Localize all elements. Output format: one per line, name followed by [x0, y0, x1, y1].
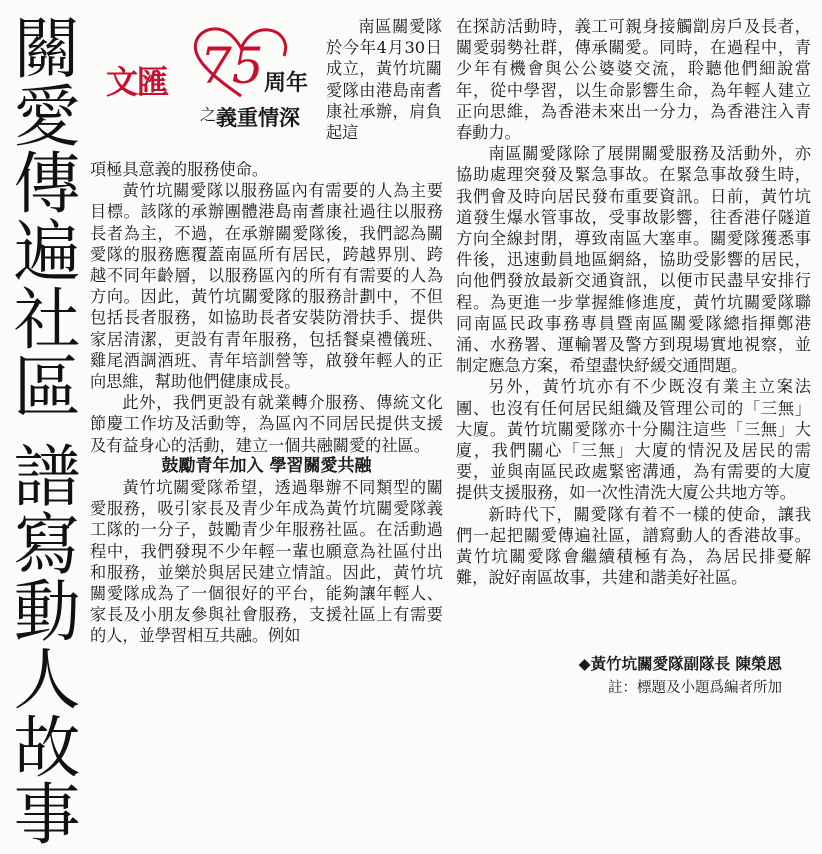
paragraph: 此外，我們更設有就業轉介服務、傳統文化節慶工作坊及活動等，為區內不同居民提供支援及有益身心的活動，建立一個共融關愛的社區。	[90, 393, 443, 455]
right-column	[456, 16, 811, 588]
editor-note: 註：標題及小題爲編者所加	[608, 680, 782, 696]
headline-char: 愛	[13, 77, 81, 156]
headline-char: 關	[13, 10, 81, 88]
intro-block	[326, 16, 442, 143]
paragraph: 另外，黃竹坑亦有不少既沒有業主立案法團、也沒有任何居民組織及管理公司的「三無」大廈。黃竹坑關愛隊亦十分關注這些「三無」大廈，我們關心「三無」大廈的情況及居民的需要，並與南區民政處緊密溝通，為有需要的大廈提供支援服務，如一次性清洗大廈公共地方等。	[456, 377, 811, 503]
paragraph: 黃竹坑關愛隊希望，透過舉辦不同類型的關愛服務，吸引家長及青少年成為黃竹坑關愛隊義工隊的一分子，鼓勵青少年服務社區。在活動過程中，我們發現不少年輕一輩也願意為社區付出和服務，並樂於與居民建立情誼。因此，黃竹坑關愛隊成為了一個很好的平台，能夠讓年輕人、家長及小朋友參與社會服務，支援社區上有需要的人，並學習相互共融。例如	[90, 478, 443, 646]
paragraph: 南區關愛隊除了展開關愛服務及活動外，亦協助處理突發及緊急事故。在緊急事故發生時，我們會及時向居民發布重要資訊。日前，黃竹坑道發生爆水管事故，受事故影響，往香港仔隧道方向全線封閉，導致南區大塞車。關愛隊獲悉事件後，迅速動員地區網絡，協助受影響的居民，向他們發放最新交通資訊，以便市民盡早安排行程。為更進一步掌握維修進度，黃竹坑關愛隊聯同南區民政事務專員暨南區關愛隊總指揮鄭港涌、水務署、運輸署及警方到現場實地視察，並制定應急方案，希望盡快紓緩交通問題。	[456, 144, 811, 376]
headline	[8, 10, 86, 854]
headline-char: 譜	[13, 437, 81, 516]
logo-sub-title: 義重情深	[216, 106, 300, 130]
headline-char: 寫	[13, 505, 81, 584]
anniversary-logo	[100, 22, 320, 132]
logo-sub-small: 之	[200, 105, 217, 124]
paragraph: 黃竹坑關愛隊以服務區內有需要的人為主要目標。該隊的承辦團體港島南耆康社過往以服務長者為主，不過，在承辦關愛隊後，我們認為關愛隊的服務應覆蓋南區所有居民，跨越界別、跨越不同年齡層，以服務區內的所有有需要的人為方向。因此，黃竹坑關愛隊的服務計劃中，不但包括長者服務，如協助長者安裝防滑扶手、提供家居清潔，更設有青年服務，包括餐桌禮儀班、雞尾酒調酒班、青年培訓營等，啟發年輕人的正向思維，幫助他們健康成長。	[90, 181, 443, 392]
author-signature: ◆黃竹坑關愛隊副隊長 陳榮恩	[578, 655, 782, 673]
headline-char: 故	[13, 708, 81, 787]
logo-brand: 文匯	[106, 63, 169, 101]
logo-number: 75	[200, 37, 264, 95]
logo-suffix: 周年	[264, 71, 309, 96]
headline-part-2	[8, 437, 86, 854]
headline-char: 傳	[13, 145, 81, 224]
headline-char: 區	[13, 348, 81, 427]
headline-char: 社	[13, 280, 81, 359]
intro-continued: 項極具意義的服務使命。	[90, 160, 269, 179]
headline-char: 事	[13, 776, 81, 854]
headline-char: 動	[13, 573, 81, 652]
intro-paragraph: 南區關愛隊於今年4月30日成立，黃竹坑關愛隊由港島南耆康社承辦，肩負起這	[326, 17, 442, 143]
headline-part-1	[8, 10, 86, 427]
headline-char: 人	[13, 640, 81, 719]
headline-char: 遍	[13, 212, 81, 291]
subheading: 鼓勵青年加入 學習關愛共融	[161, 455, 372, 476]
left-column	[90, 159, 443, 647]
paragraph: 新時代下，關愛隊有着不一樣的使命，讓我們一起把關愛傳遍社區，譜寫動人的香港故事。黃竹坑關愛隊會繼續積極有為，為居民排憂解難，說好南區故事，共建和諧美好社區。	[456, 504, 811, 588]
paragraph: 在探訪活動時，義工可親身接觸劏房戶及長者，關愛弱勢社群，傳承關愛。同時，在過程中，青少年有機會與公公婆婆交流，聆聽他們細說當年，從中學習，以生命影響生命，為年輕人建立正向思維，為香港未來出一分力，為香港注入青春動力。	[456, 17, 811, 143]
